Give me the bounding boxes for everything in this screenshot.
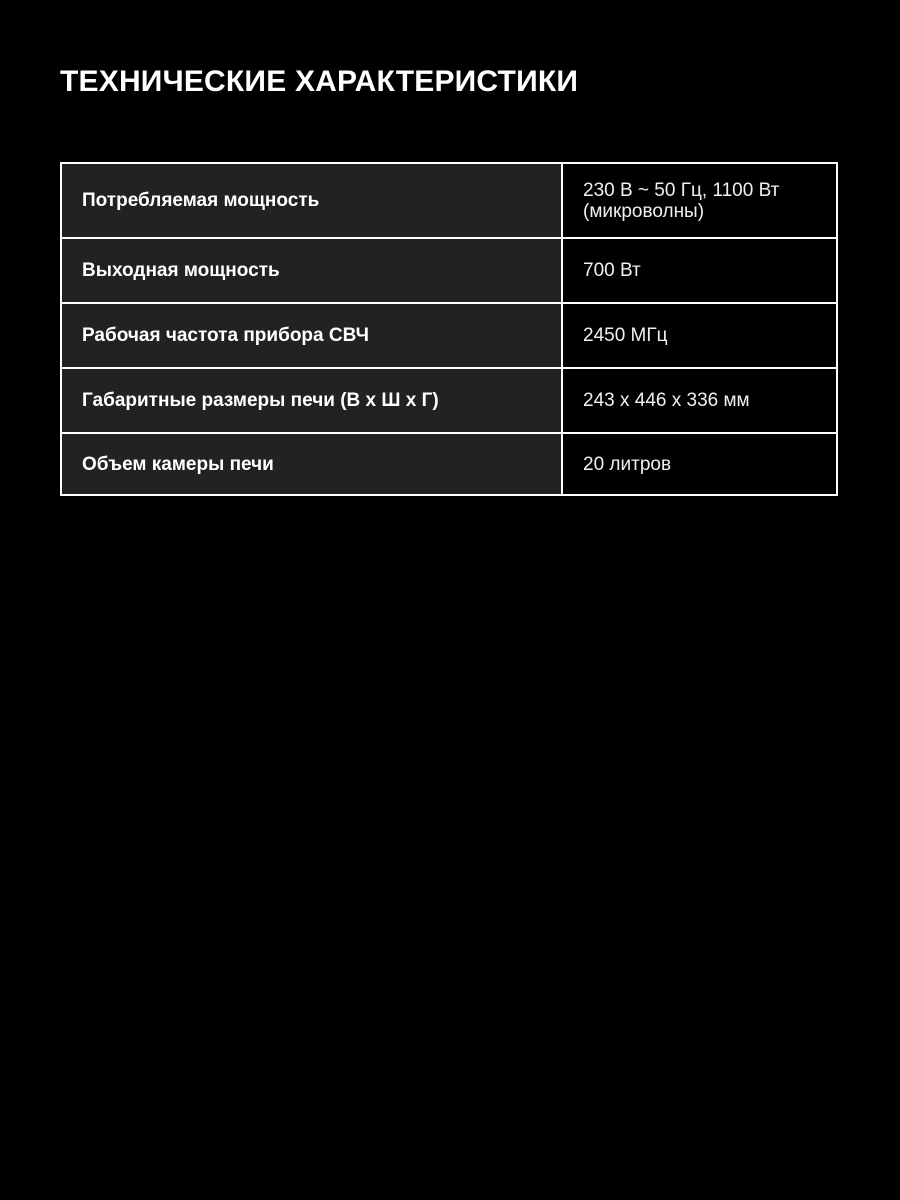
spec-parameter: Габаритные размеры печи (В х Ш х Г) bbox=[61, 368, 562, 433]
spec-parameter: Рабочая частота прибора СВЧ bbox=[61, 303, 562, 368]
table-row bbox=[61, 163, 837, 238]
spec-value-line: 243 х 446 х 336 мм bbox=[583, 390, 750, 411]
spec-value-line: 230 В ~ 50 Гц, 1100 Вт bbox=[583, 179, 780, 201]
spec-parameter: Объем камеры печи bbox=[61, 433, 562, 495]
spec-value-line: 2450 МГц bbox=[583, 325, 668, 346]
spec-value bbox=[562, 368, 837, 433]
specifications-table bbox=[60, 162, 838, 496]
spec-parameter: Потребляемая мощность bbox=[61, 163, 562, 238]
spec-parameter: Выходная мощность bbox=[61, 238, 562, 303]
table-row bbox=[61, 368, 837, 433]
spec-value bbox=[562, 433, 837, 495]
table-row bbox=[61, 433, 837, 495]
spec-value-line: (микроволны) bbox=[583, 200, 705, 222]
table-row bbox=[61, 303, 837, 368]
spec-value bbox=[562, 163, 837, 238]
table-row bbox=[61, 238, 837, 303]
spec-value bbox=[562, 238, 837, 303]
spec-value bbox=[562, 303, 837, 368]
spec-value-line: 700 Вт bbox=[583, 260, 641, 281]
page-title: ТЕХНИЧЕСКИЕ ХАРАКТЕРИСТИКИ bbox=[60, 65, 579, 98]
spec-value-line: 20 литров bbox=[583, 453, 672, 475]
